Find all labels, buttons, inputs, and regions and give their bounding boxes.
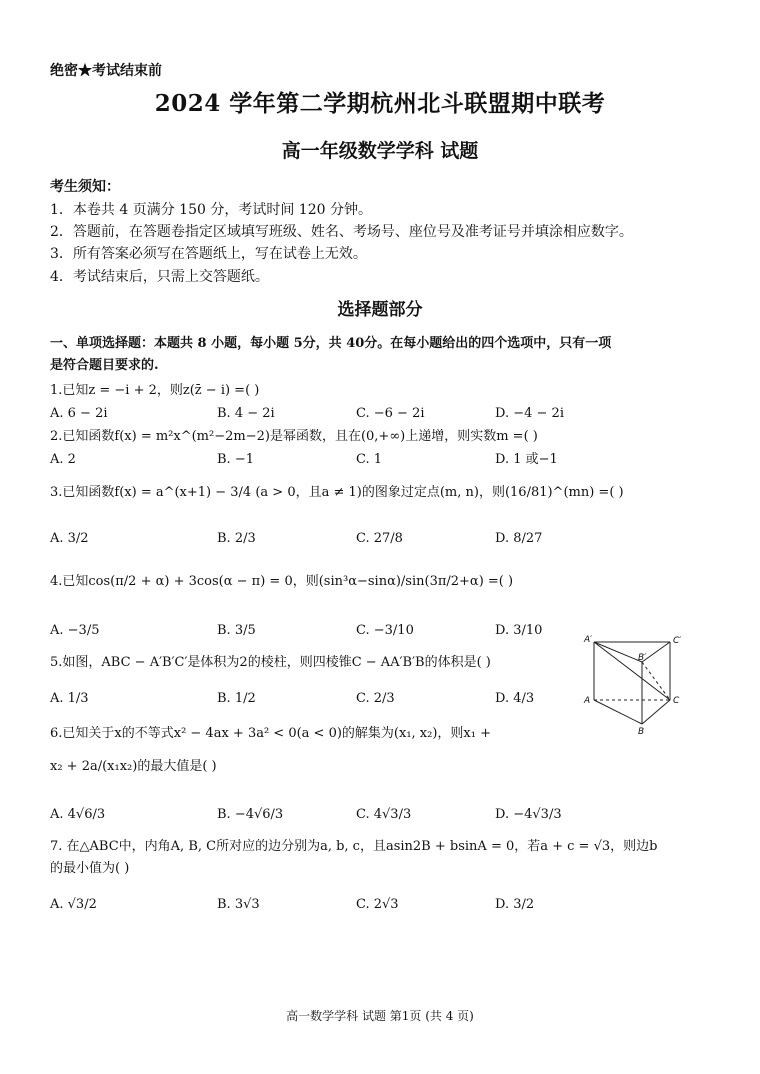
question-2-option-b: B. −1 bbox=[217, 452, 254, 467]
section-intro-line1: 一、单项选择题：本题共 8 小题，每小题 5分，共 40分。在每小题给出的四个选项中，只有一项 bbox=[50, 336, 612, 351]
page-footer: 高一数学学科 试题 第1页 (共 4 页) bbox=[286, 1009, 474, 1023]
question-1-option-d: D. −4 − 2i bbox=[495, 406, 564, 421]
question-5-option-a: A. 1/3 bbox=[50, 691, 89, 706]
question-7-stem-line2: 的最小值为( ) bbox=[50, 861, 130, 876]
prism-figure bbox=[580, 632, 690, 736]
section-intro-line2: 是符合题目要求的. bbox=[50, 358, 159, 373]
question-4-option-c: C. −3/10 bbox=[356, 623, 414, 638]
exam-subtitle: 高一年级数学学科 试题 bbox=[281, 140, 479, 162]
vertex-label-a: A bbox=[584, 696, 591, 706]
question-1-option-c: C. −6 − 2i bbox=[356, 406, 425, 421]
question-1-stem: 1.已知z = −i + 2，则z(z̄ − i) =( ) bbox=[50, 383, 260, 398]
question-2-stem: 2.已知函数f(x) = m²x^(m²−2m−2)是幂函数，且在(0,+∞)上递增，则实数m =( ) bbox=[50, 429, 538, 444]
question-6-stem-line2: x₂ + 2a/(x₁x₂)的最大值是( ) bbox=[50, 759, 217, 774]
question-5-option-b: B. 1/2 bbox=[217, 691, 256, 706]
question-4-stem: 4.已知cos(π/2 + α) + 3cos(α − π) = 0，则(sin³α−sinα)/sin(3π/2+α) =( ) bbox=[50, 574, 514, 589]
question-5-stem: 5.如图，ABC − A′B′C′是体积为2的棱柱，则四棱锥C − AA′B′B的体积是( ) bbox=[50, 655, 491, 670]
question-3-option-d: D. 8/27 bbox=[495, 531, 543, 546]
section-title: 选择题部分 bbox=[337, 300, 423, 320]
question-4-option-b: B. 3/5 bbox=[217, 623, 256, 638]
question-7-option-a: A. √3/2 bbox=[50, 897, 97, 912]
notice-item: 3．所有答案必须写在答题纸上，写在试卷上无效。 bbox=[50, 246, 367, 262]
notice-heading: 考生须知： bbox=[50, 179, 120, 195]
question-7-option-c: C. 2√3 bbox=[356, 897, 399, 912]
vertex-label-c-prime: C′ bbox=[673, 636, 682, 646]
question-6-option-d: D. −4√3/3 bbox=[495, 807, 562, 822]
notice-item: 1．本卷共 4 页满分 150 分，考试时间 120 分钟。 bbox=[50, 202, 372, 218]
vertex-label-b: B bbox=[638, 727, 645, 736]
question-6-option-b: B. −4√6/3 bbox=[217, 807, 284, 822]
question-3-option-c: C. 27/8 bbox=[356, 531, 403, 546]
question-1-option-b: B. 4 − 2i bbox=[217, 406, 275, 421]
question-2-option-a: A. 2 bbox=[50, 452, 76, 467]
question-5-option-c: C. 2/3 bbox=[356, 691, 395, 706]
question-5-option-d: D. 4/3 bbox=[495, 691, 535, 706]
question-3-stem: 3.已知函数f(x) = a^(x+1) − 3/4 (a > 0，且a ≠ 1)的图象过定点(m, n)，则(16/81)^(mn) =( ) bbox=[50, 485, 624, 500]
question-2-option-d: D. 1 或−1 bbox=[495, 452, 558, 467]
question-6-option-c: C. 4√3/3 bbox=[356, 807, 412, 822]
question-6-option-a: A. 4√6/3 bbox=[50, 807, 106, 822]
notice-item: 2．答题前，在答题卷指定区域填写班级、姓名、考场号、座位号及准考证号并填涂相应数字。 bbox=[50, 224, 633, 240]
question-7-option-d: D. 3/2 bbox=[495, 897, 535, 912]
vertex-label-c: C bbox=[673, 696, 680, 706]
vertex-label-a-prime: A′ bbox=[584, 635, 593, 645]
question-2-option-c: C. 1 bbox=[356, 452, 383, 467]
question-4-option-a: A. −3/5 bbox=[50, 623, 100, 638]
question-3-option-b: B. 2/3 bbox=[217, 531, 256, 546]
prism-edge bbox=[594, 642, 642, 662]
question-3-option-a: A. 3/2 bbox=[50, 531, 89, 546]
prism-edge bbox=[594, 700, 642, 724]
question-6-stem-line1: 6.已知关于x的不等式x² − 4ax + 3a² < 0(a < 0)的解集为(x₁, x₂)，则x₁ + bbox=[50, 726, 491, 741]
vertex-label-b-prime: B′ bbox=[638, 653, 647, 663]
prism-edge bbox=[642, 700, 670, 724]
exam-title: 2024 学年第二学期杭州北斗联盟期中联考 bbox=[154, 90, 606, 117]
question-4-option-d: D. 3/10 bbox=[495, 623, 543, 638]
notice-item: 4．考试结束后，只需上交答题纸。 bbox=[50, 269, 269, 285]
question-7-option-b: B. 3√3 bbox=[217, 897, 260, 912]
question-7-stem-line1: 7. 在△ABC中，内角A, B, C所对应的边分别为a, b, c，且asin2B + bsinA = 0，若a + c = √3，则边b bbox=[50, 839, 658, 854]
prism-hidden-diagonal bbox=[642, 662, 670, 700]
confidential-label: 绝密★考试结束前 bbox=[50, 63, 162, 79]
question-1-option-a: A. 6 − 2i bbox=[50, 406, 108, 421]
